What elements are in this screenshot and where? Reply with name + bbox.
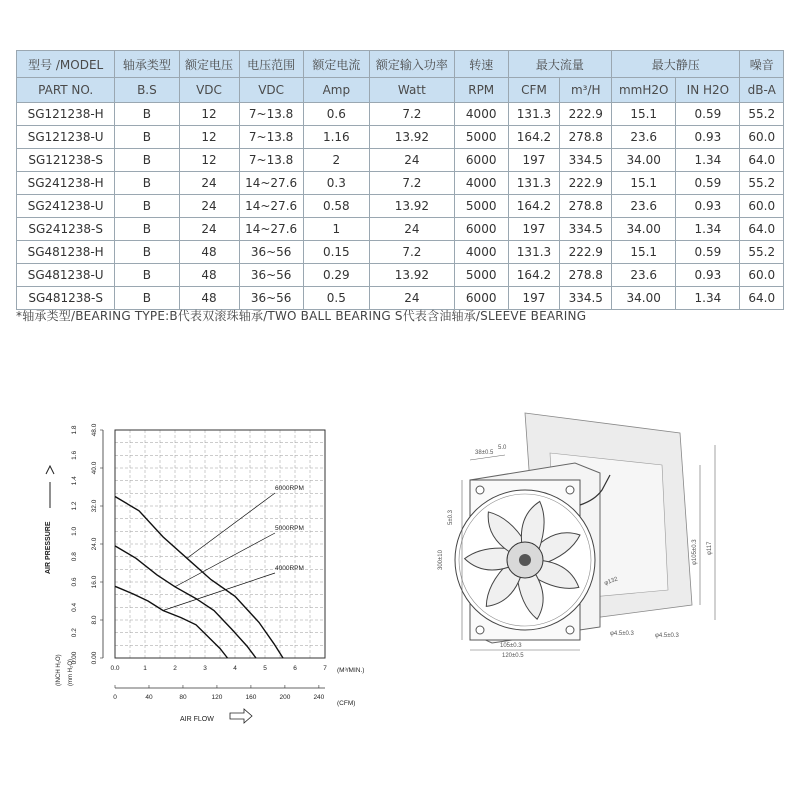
x-tick-m3min: 6 [293,665,297,672]
table-cell: 24 [179,218,239,241]
table-cell: SG121238-S [17,149,115,172]
header-bearing: 轴承类型 [115,51,179,78]
dim-label: 300±10 [438,550,444,570]
table-cell: B [115,287,179,310]
series-curve-6000RPM [115,497,283,659]
table-row [17,126,784,149]
table-cell: 278.8 [560,126,612,149]
dim-label: 5.0 [498,445,507,451]
table-cell: 64.0 [740,218,784,241]
x-tick-m3min: 1 [143,665,147,672]
table-cell: 197 [508,287,560,310]
table-cell: B [115,241,179,264]
dim-label: 105±0.3 [500,643,522,649]
header-model: 型号 /MODEL [17,51,115,78]
table-cell: 5000 [454,126,508,149]
table-cell: 222.9 [560,241,612,264]
table-row [17,195,784,218]
table-cell: 0.15 [303,241,369,264]
table-cell: 197 [508,218,560,241]
table-cell: 222.9 [560,172,612,195]
table-cell: 1.16 [303,126,369,149]
unit-cell: IN H2O [676,78,740,103]
y-unit-mm: (mm H₂O) [68,659,74,686]
chart-series [115,493,283,658]
table-cell: 60.0 [740,126,784,149]
y-tick-inch: 1.8 [71,425,78,435]
table-unit-row [17,78,784,103]
header-voltage-range: 电压范围 [239,51,303,78]
table-cell: 0.59 [676,172,740,195]
table-cell: 334.5 [560,218,612,241]
table-cell: 13.92 [369,195,454,218]
mount-hole [566,626,574,634]
table-cell: 7.2 [369,103,454,126]
table-cell: 0.59 [676,241,740,264]
x-tick-cfm: 120 [211,694,223,701]
x-tick-m3min: 0.0 [110,665,120,672]
table-row [17,172,784,195]
mount-hole [566,486,574,494]
table-cell: 131.3 [508,241,560,264]
table-cell: B [115,126,179,149]
table-cell: 1 [303,218,369,241]
table-cell: 12 [179,126,239,149]
table-cell: 12 [179,149,239,172]
table-row [17,103,784,126]
y-arrow-icon [46,466,54,508]
table-cell: 222.9 [560,103,612,126]
unit-cell: Watt [369,78,454,103]
table-cell: 4000 [454,103,508,126]
y-axis-label: AIR PRESSURE [45,521,52,574]
mount-hole [476,486,484,494]
unit-cell: mmH2O [612,78,676,103]
table-cell: 131.3 [508,103,560,126]
series-curve-4000RPM [115,586,228,658]
table-cell: B [115,103,179,126]
dim-label: φ105±0.3 [692,539,698,565]
unit-cell: VDC [239,78,303,103]
header-rated-current: 额定电流 [303,51,369,78]
table-cell: 14~27.6 [239,195,303,218]
table-cell: B [115,195,179,218]
table-cell: 15.1 [612,103,676,126]
table-cell: 55.2 [740,241,784,264]
table-row [17,149,784,172]
table-cell: B [115,264,179,287]
table-cell: 5000 [454,195,508,218]
table-cell: 36~56 [239,241,303,264]
dim-label: φ117 [707,541,713,555]
table-cell: 36~56 [239,287,303,310]
table-row [17,264,784,287]
table-cell: 4000 [454,241,508,264]
table-cell: 15.1 [612,172,676,195]
x-tick-cfm: 160 [245,694,257,701]
table-cell: 23.6 [612,264,676,287]
table-cell: 24 [369,149,454,172]
table-cell: 12 [179,103,239,126]
x-tick-m3min: 3 [203,665,207,672]
table-cell: SG121238-U [17,126,115,149]
table-cell: 7~13.8 [239,126,303,149]
dim-label: φ4.5±0.3 [610,631,634,637]
table-cell: 48 [179,264,239,287]
y-tick-inch: 1.6 [71,450,78,460]
y-tick-mm: 8.0 [91,615,98,625]
table-cell: 13.92 [369,126,454,149]
header-max-pressure: 最大静压 [612,51,740,78]
dim-label: φ132 [603,576,619,587]
table-cell: 48 [179,241,239,264]
table-cell: 334.5 [560,287,612,310]
header-speed: 转速 [454,51,508,78]
x-arrow-icon [230,709,252,723]
table-cell: 14~27.6 [239,172,303,195]
header-noise: 噪音 [740,51,784,78]
table-cell: 0.93 [676,264,740,287]
x-unit-bottom: (CFM) [337,700,356,707]
x-tick-m3min: 4 [233,665,237,672]
chart-axes [46,430,325,723]
table-cell: SG481238-H [17,241,115,264]
x-unit-top: (M³/MIN.) [337,667,365,674]
table-cell: 6000 [454,287,508,310]
table-cell: 0.3 [303,172,369,195]
fan-dimension-drawing [430,405,730,659]
table-cell: 23.6 [612,126,676,149]
table-cell: 34.00 [612,218,676,241]
table-cell: 64.0 [740,149,784,172]
performance-chart [40,410,370,730]
series-leader [163,573,275,611]
table-cell: 55.2 [740,103,784,126]
table-cell: B [115,172,179,195]
table-cell: 4000 [454,172,508,195]
table-cell: 1.34 [676,218,740,241]
header-rated-voltage: 额定电压 [179,51,239,78]
table-cell: 0.93 [676,126,740,149]
table-cell: 0.6 [303,103,369,126]
table-cell: 24 [369,287,454,310]
table-cell: 24 [369,218,454,241]
y-tick-inch: 1.0 [71,526,78,536]
table-cell: 0.93 [676,195,740,218]
x-tick-cfm: 240 [313,694,325,701]
table-cell: 7.2 [369,172,454,195]
table-cell: 60.0 [740,264,784,287]
table-cell: 34.00 [612,287,676,310]
spec-table [16,50,784,310]
table-cell: 64.0 [740,287,784,310]
y-tick-mm: 16.0 [91,575,98,589]
table-cell: 23.6 [612,195,676,218]
table-cell: SG241238-U [17,195,115,218]
y-tick-mm: 0.00 [91,651,98,665]
table-cell: SG481238-U [17,264,115,287]
table-cell: 278.8 [560,264,612,287]
unit-cell: CFM [508,78,560,103]
table-row [17,241,784,264]
table-cell: 48 [179,287,239,310]
y-unit-inch: (INCH H₂O) [56,654,62,686]
table-cell: 0.58 [303,195,369,218]
dim-label: 5±0.3 [448,510,454,525]
series-label: 4000RPM [275,565,304,572]
table-cell: SG241238-S [17,218,115,241]
table-cell: 24 [179,195,239,218]
x-tick-cfm: 200 [279,694,291,701]
series-label: 6000RPM [275,485,304,492]
unit-cell: m³/H [560,78,612,103]
x-tick-cfm: 0 [113,694,117,701]
table-cell: 1.34 [676,149,740,172]
y-tick-mm: 40.0 [91,461,98,475]
series-label: 5000RPM [275,525,304,532]
table-cell: 7.2 [369,241,454,264]
table-cell: 7~13.8 [239,103,303,126]
unit-cell: PART NO. [17,78,115,103]
fan-hub-center [519,554,531,566]
unit-cell: VDC [179,78,239,103]
table-cell: SG481238-S [17,287,115,310]
dim-label: φ4.5±0.3 [655,633,679,639]
table-cell: 6000 [454,218,508,241]
table-cell: 34.00 [612,149,676,172]
unit-cell: dB-A [740,78,784,103]
dim-label: 38±0.5 [475,450,494,456]
y-tick-mm: 32.0 [91,499,98,513]
table-cell: 164.2 [508,195,560,218]
table-cell: 278.8 [560,195,612,218]
table-cell: 197 [508,149,560,172]
bearing-note: *轴承类型/BEARING TYPE:B代表双滚珠轴承/TWO BALL BEARING S代表含油轴承/SLEEVE BEARING [16,309,587,323]
x-tick-m3min: 7 [323,665,327,672]
unit-cell: RPM [454,78,508,103]
x-tick-cfm: 40 [145,694,153,701]
x-tick-m3min: 2 [173,665,177,672]
table-cell: 164.2 [508,126,560,149]
y-tick-inch: 0.4 [71,602,78,612]
y-tick-inch: 0.2 [71,628,78,638]
table-cell: B [115,149,179,172]
x-axis-label: AIR FLOW [180,716,214,723]
table-cell: 0.59 [676,103,740,126]
x-tick-m3min: 5 [263,665,267,672]
table-cell: 5000 [454,264,508,287]
table-row [17,218,784,241]
y-tick-inch: 0.8 [71,552,78,562]
y-tick-inch: 0.00 [71,651,78,665]
x-tick-cfm: 80 [179,694,187,701]
table-cell: SG241238-H [17,172,115,195]
y-tick-inch: 0.6 [71,577,78,587]
mount-hole [476,626,484,634]
table-cell: 55.2 [740,172,784,195]
table-cell: 0.29 [303,264,369,287]
table-cell: SG121238-H [17,103,115,126]
header-rated-power: 额定输入功率 [369,51,454,78]
y-tick-mm: 24.0 [91,537,98,551]
table-cell: 15.1 [612,241,676,264]
table-cell: 131.3 [508,172,560,195]
table-cell: 14~27.6 [239,218,303,241]
unit-cell: B.S [115,78,179,103]
y-tick-mm: 48.0 [91,423,98,437]
table-cell: 24 [179,172,239,195]
table-cell: 36~56 [239,264,303,287]
table-cell: 60.0 [740,195,784,218]
table-cell: 6000 [454,149,508,172]
table-cell: 334.5 [560,149,612,172]
table-cell: B [115,218,179,241]
y-tick-inch: 1.2 [71,501,78,511]
dim-label: 120±0.5 [502,653,524,659]
table-header-row [17,51,784,78]
series-leader [187,493,275,558]
header-max-airflow: 最大流量 [508,51,612,78]
y-tick-inch: 1.4 [71,476,78,486]
table-cell: 0.5 [303,287,369,310]
table-cell: 13.92 [369,264,454,287]
table-cell: 2 [303,149,369,172]
table-cell: 1.34 [676,287,740,310]
table-cell: 164.2 [508,264,560,287]
chart-grid [115,430,325,658]
table-cell: 7~13.8 [239,149,303,172]
unit-cell: Amp [303,78,369,103]
